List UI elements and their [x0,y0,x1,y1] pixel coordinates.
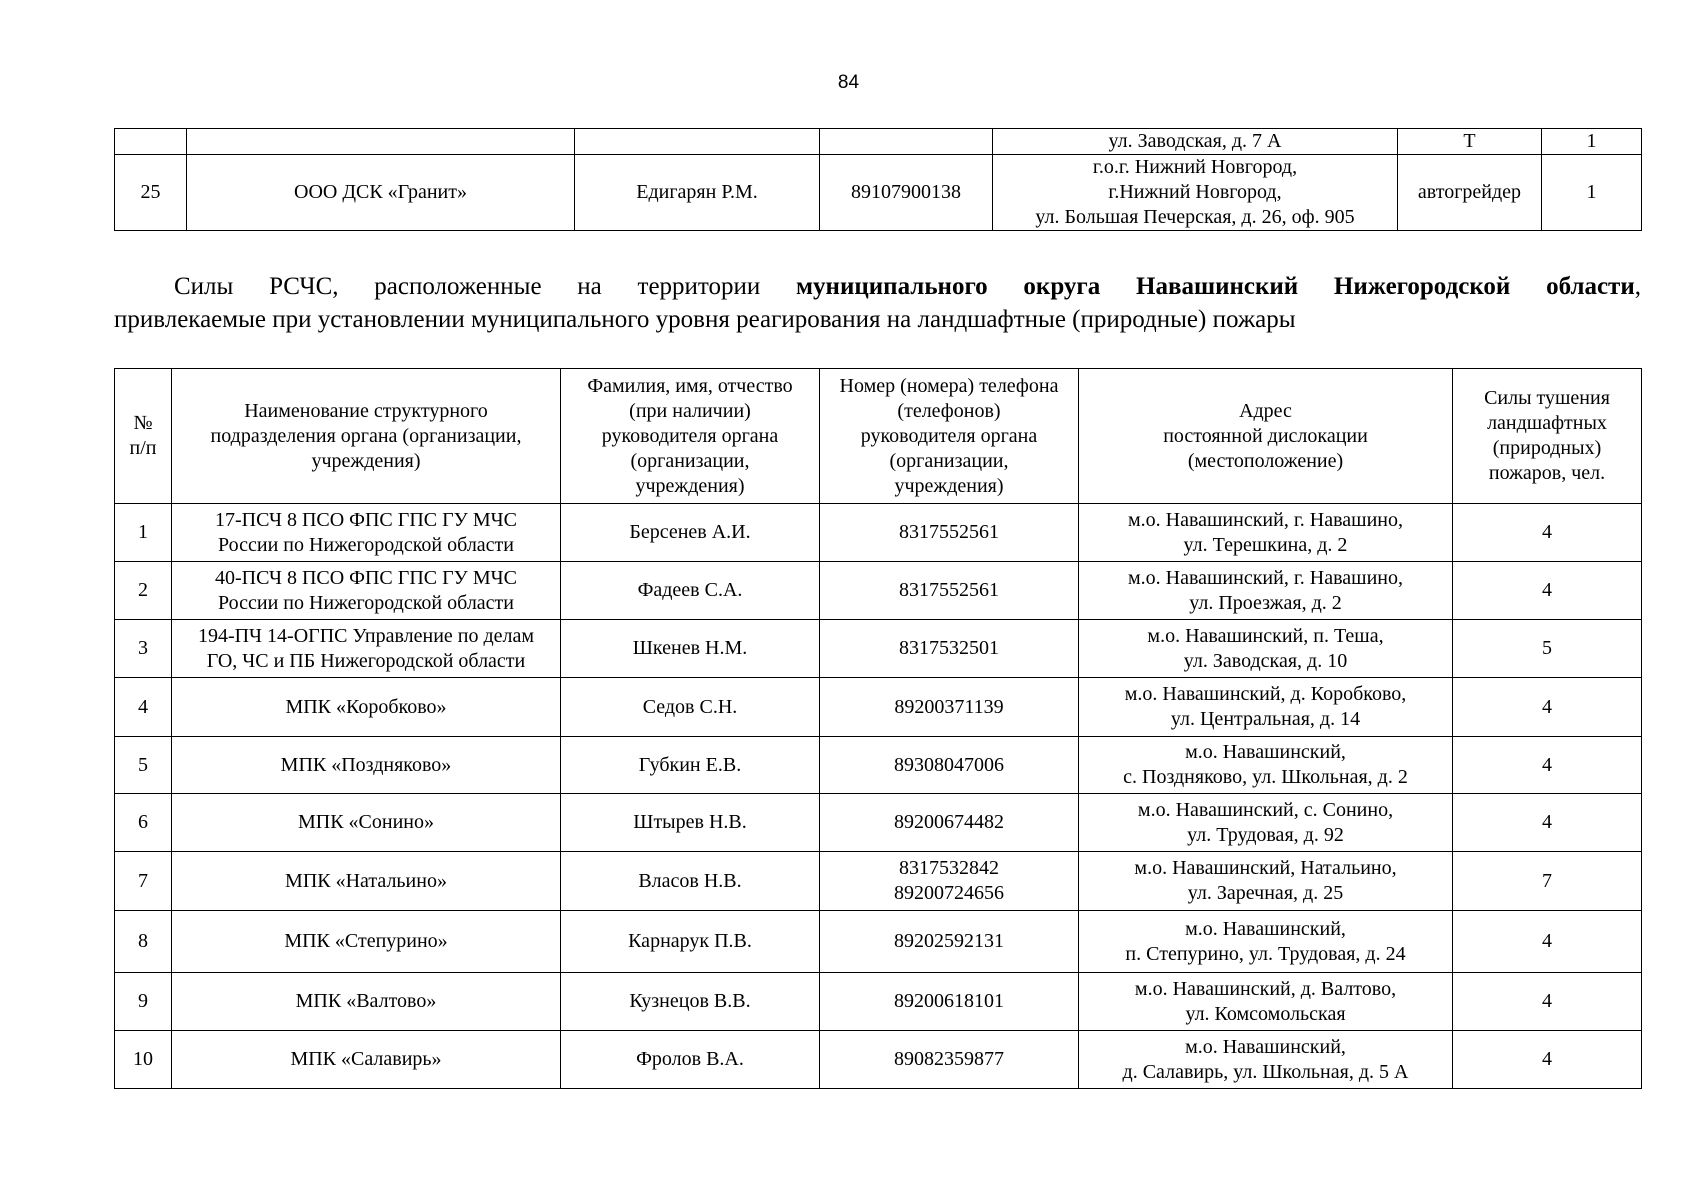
phone-line: 8317532842 [899,857,999,879]
organization-name-line: МПК «Сонино» [297,811,434,833]
address-line: г.Нижний Новгород, [1108,181,1282,203]
organization-name-cell [172,911,561,973]
header-phone-line: Номер (номера) телефона [839,374,1059,397]
table-row [115,1031,1642,1089]
phone-cell [820,1031,1079,1089]
phone-cell [820,794,1079,852]
section-heading-line-2: привлекаемые при установлении муниципального уровня реагирования на ландшафтные (природные) пожары [114,306,1296,333]
header-number-line: п/п [129,437,157,459]
address-cell [1079,620,1453,678]
table-row [115,678,1642,737]
header-organization-name-line: подразделения органа (организации, [210,424,522,447]
address-line: п. Степурино, ул. Трудовая, д. 24 [1125,942,1406,965]
organization-name-cell [172,562,561,620]
address-line: м.о. Навашинский, д. Коробково, [1124,683,1407,705]
table-row [115,911,1642,973]
phone-line: 89200618101 [894,990,1004,1012]
organization-name-cell [172,620,561,678]
section-heading-line-1 [114,270,1641,303]
address-line: ул. Центральная, д. 14 [1170,708,1361,730]
phone-cell [820,129,993,155]
organization-name-cell [172,973,561,1031]
count-cell: 7 [1453,852,1642,911]
organization-name-cell [172,678,561,737]
phone-cell [820,562,1079,620]
header-address [1079,369,1453,504]
header-number [115,369,172,504]
phone-cell: 89107900138 [820,155,993,231]
header-forces-count-line: Силы тушения [1484,387,1610,409]
head-name-cell: Берсенев А.И. [561,504,820,562]
phone-cell [820,911,1079,973]
phone-line: 8317552561 [899,579,999,601]
count-cell: 4 [1453,973,1642,1031]
count-cell: 4 [1453,562,1642,620]
address-cell [1079,737,1453,794]
organization-name-line: МПК «Натальино» [285,869,447,892]
row-number-cell: 7 [115,852,172,911]
address-line: м.о. Навашинский, д. Валтово, [1134,977,1397,1000]
count-cell: 4 [1453,911,1642,973]
header-organization-name-line: учреждения) [311,449,421,472]
address-cell [993,129,1398,155]
rschs-forces-table [114,368,1642,1089]
count-cell: 4 [1453,1031,1642,1089]
header-head-name-line: (организации, [630,449,750,472]
organization-name-cell: ООО ДСК «Гранит» [187,155,575,231]
address-line: м.о. Навашинский, [1185,741,1346,763]
table-row [115,973,1642,1031]
header-phone-line: учреждения) [894,474,1004,497]
count-cell: 4 [1453,794,1642,852]
organization-name-line: России по Нижегородской области [217,591,514,614]
head-name-cell: Штырев Н.В. [561,794,820,852]
heading-bold-territory: муниципального округа Навашинский Нижегородской области [796,273,1635,300]
head-name-cell: Власов Н.В. [561,852,820,911]
organization-name-line: 40-ПСЧ 8 ПСО ФПС ГПС ГУ МЧС [215,566,517,589]
head-name-cell: Карнарук П.В. [561,911,820,973]
address-line: м.о. Навашинский, [1185,917,1346,940]
header-organization-name-line: Наименование структурного [244,399,488,422]
head-name-cell: Фролов В.А. [561,1031,820,1089]
phone-line: 89200674482 [894,811,1004,833]
phone-line: 89308047006 [894,753,1004,776]
address-cell [1079,562,1453,620]
header-number-line: № [133,412,153,434]
phone-cell [820,737,1079,794]
address-cell [1079,504,1453,562]
address-cell [993,155,1398,231]
address-line: ул. Большая Печерская, д. 26, оф. 905 [1035,206,1355,228]
organization-name-cell [172,504,561,562]
header-phone-line: (организации, [889,449,1009,472]
row-number-cell [115,129,187,155]
header-phone-line: (телефонов) [897,399,1001,422]
equipment-cell: автогрейдер [1398,155,1542,231]
address-line: м.о. Навашинский, г. Навашино, [1128,508,1403,531]
phone-line: 89202592131 [894,930,1004,952]
header-phone [820,369,1079,504]
phone-cell [820,678,1079,737]
address-line: д. Салавирь, ул. Школьная, д. 5 А [1122,1060,1409,1083]
address-line: ул. Терешкина, д. 2 [1183,533,1348,556]
phone-cell [820,852,1079,911]
phone-line: 8317552561 [899,521,999,543]
count-cell: 4 [1453,504,1642,562]
header-phone-line: руководителя органа [860,424,1038,447]
row-number-cell: 3 [115,620,172,678]
table-row [115,129,1642,155]
row-number-cell: 4 [115,678,172,737]
address-line: ул. Заводская, д. 10 [1183,649,1348,672]
heading-prefix: Силы РСЧС, расположенные на территории [174,273,797,300]
count-cell: 1 [1542,129,1642,155]
header-head-name-line: учреждения) [635,474,745,497]
organization-name-line: 194-ПЧ 14-ОГПС Управление по делам [197,624,535,647]
row-number-cell: 1 [115,504,172,562]
section-heading [114,270,1641,336]
head-name-cell: Фадеев С.А. [561,562,820,620]
header-head-name-line: Фамилия, имя, отчество [587,374,793,397]
organization-name-cell [172,852,561,911]
table-row [115,504,1642,562]
address-cell [1079,1031,1453,1089]
organization-name-line: МПК «Валтово» [295,990,437,1012]
row-number-cell: 25 [115,155,187,231]
organization-name-line: МПК «Поздняково» [280,753,452,776]
header-forces-count-line: ландшафтных [1487,412,1607,434]
phone-cell [820,620,1079,678]
address-line: ул. Трудовая, д. 92 [1187,823,1344,846]
address-line: ул. Заводская, д. 7 А [1108,130,1282,152]
row-number-cell: 10 [115,1031,172,1089]
header-forces-count-line: пожаров, чел. [1488,462,1606,484]
row-number-cell: 8 [115,911,172,973]
header-forces-count [1453,369,1642,504]
address-line: м.о. Навашинский, Натальино, [1134,857,1397,879]
address-cell [1079,852,1453,911]
count-cell: 4 [1453,737,1642,794]
count-cell: 4 [1453,678,1642,737]
address-line: м.о. Навашинский, г. Навашино, [1128,566,1403,589]
address-cell [1079,794,1453,852]
previous-page-table-continuation [114,128,1642,231]
table-row [115,852,1642,911]
table-row [115,562,1642,620]
organization-name-cell [172,1031,561,1089]
address-line: м.о. Навашинский, [1185,1035,1346,1058]
address-line: ул. Проезжая, д. 2 [1189,591,1342,614]
phone-cell [820,504,1079,562]
table-row [115,737,1642,794]
organization-name-line: МПК «Коробково» [285,695,447,718]
header-head-name [561,369,820,504]
address-cell [1079,678,1453,737]
header-head-name-line: (при наличии) [629,399,751,422]
table-row [115,620,1642,678]
head-name-cell: Седов С.Н. [561,678,820,737]
address-cell [1079,973,1453,1031]
count-cell: 5 [1453,620,1642,678]
address-line: с. Поздняково, ул. Школьная, д. 2 [1123,766,1408,788]
heading-comma: , [1634,273,1641,300]
organization-name-line: ГО, ЧС и ПБ Нижегородской области [206,649,526,672]
phone-cell [820,973,1079,1031]
table-row [115,155,1642,231]
header-address-line: Адрес [1239,399,1292,422]
organization-name-line: МПК «Салавирь» [290,1048,442,1070]
organization-name-line: России по Нижегородской области [217,533,514,556]
organization-name-line: МПК «Степурино» [284,930,448,952]
phone-line: 89200371139 [894,695,1004,718]
head-name-cell: Едигарян Р.М. [575,155,820,231]
phone-line: 89200724656 [894,882,1004,904]
address-cell [1079,911,1453,973]
organization-name-cell [172,794,561,852]
header-address-line: постоянной дислокации [1163,424,1368,447]
row-number-cell: 9 [115,973,172,1031]
head-name-cell [575,129,820,155]
phone-line: 89082359877 [894,1048,1004,1070]
organization-name-cell [172,737,561,794]
row-number-cell: 5 [115,737,172,794]
head-name-cell: Губкин Е.В. [561,737,820,794]
address-line: ул. Комсомольская [1185,1002,1346,1025]
header-address-line: (местоположение) [1187,449,1344,472]
address-line: ул. Заречная, д. 25 [1187,882,1344,904]
table-row [115,794,1642,852]
head-name-cell: Шкенев Н.М. [561,620,820,678]
row-number-cell: 6 [115,794,172,852]
equipment-cell: Т [1398,129,1542,155]
count-cell: 1 [1542,155,1642,231]
row-number-cell: 2 [115,562,172,620]
organization-name-cell [187,129,575,155]
address-line: г.о.г. Нижний Новгород, [1092,156,1298,178]
address-line: м.о. Навашинский, с. Сонино, [1137,798,1394,821]
table-header-row [115,369,1642,504]
page-number: 84 [837,72,860,93]
organization-name-line: 17-ПСЧ 8 ПСО ФПС ГПС ГУ МЧС [215,508,517,531]
header-organization-name [172,369,561,504]
header-forces-count-line: (природных) [1492,437,1602,459]
address-line: м.о. Навашинский, п. Теша, [1147,624,1384,647]
phone-line: 8317532501 [899,637,999,659]
header-head-name-line: руководителя органа [601,424,779,447]
head-name-cell: Кузнецов В.В. [561,973,820,1031]
